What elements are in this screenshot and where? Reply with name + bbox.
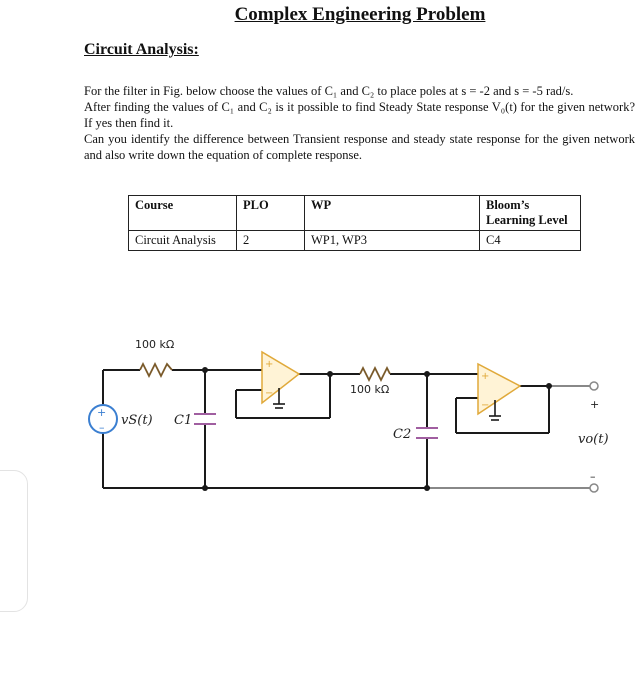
table-cell-plo: 2: [237, 231, 305, 251]
output-label: vo(t): [578, 432, 609, 447]
table-cell-bloom: C4: [480, 231, 581, 251]
output-terminal-negative: [590, 484, 598, 492]
node-dot: [202, 367, 208, 373]
output-terminal-positive: [590, 382, 598, 390]
table-cell-wp: WP1, WP3: [305, 231, 480, 251]
output-plus-sign: +: [590, 398, 600, 411]
resistor-r2: [360, 368, 390, 380]
r1-label: 100 kΩ: [135, 338, 175, 351]
source-label: vS(t): [121, 413, 153, 428]
capacitor-c2: [416, 428, 438, 438]
source-minus-sign: –: [99, 421, 105, 434]
c2-label: C2: [393, 427, 412, 442]
node-dot: [327, 371, 333, 377]
output-minus-sign: –: [590, 470, 596, 483]
table-cell-course: Circuit Analysis: [129, 231, 237, 251]
table-header-plo: PLO: [237, 196, 305, 231]
node-dot: [424, 485, 430, 491]
section-title: Circuit Analysis:: [84, 41, 199, 58]
page-title: Complex Engineering Problem: [234, 4, 486, 25]
opamp-1-minus: −: [265, 388, 274, 399]
r2-label: 100 kΩ: [350, 383, 390, 396]
table-header-course: Course: [129, 196, 237, 231]
problem-paragraph-2: After finding the values of C₁ and C₂ is it possible to find Steady State response V₀(t) for the given network? If yes then find it.: [84, 100, 635, 130]
problem-paragraph-3: Can you identify the difference between Transient response and steady state response for the given network and also write down the equation of complete response.: [84, 132, 635, 162]
c1-label: C1: [174, 413, 193, 428]
node-dot: [202, 485, 208, 491]
opamp-2-plus: +: [481, 371, 490, 382]
table-header-bloom: Bloom’s Learning Level: [480, 196, 581, 231]
node-dot: [424, 371, 430, 377]
opamp-2-minus: −: [481, 400, 490, 411]
source-plus-sign: +: [97, 406, 107, 419]
opamp-1-plus: +: [265, 359, 274, 370]
table-header-wp: WP: [305, 196, 480, 231]
resistor-r1: [140, 364, 172, 376]
problem-paragraph-1: For the filter in Fig. below choose the values of C₁ and C₂ to place poles at s = -2 and s = -5 rad/s.: [84, 84, 574, 98]
node-dot: [546, 383, 552, 389]
capacitor-c1: [194, 414, 216, 424]
